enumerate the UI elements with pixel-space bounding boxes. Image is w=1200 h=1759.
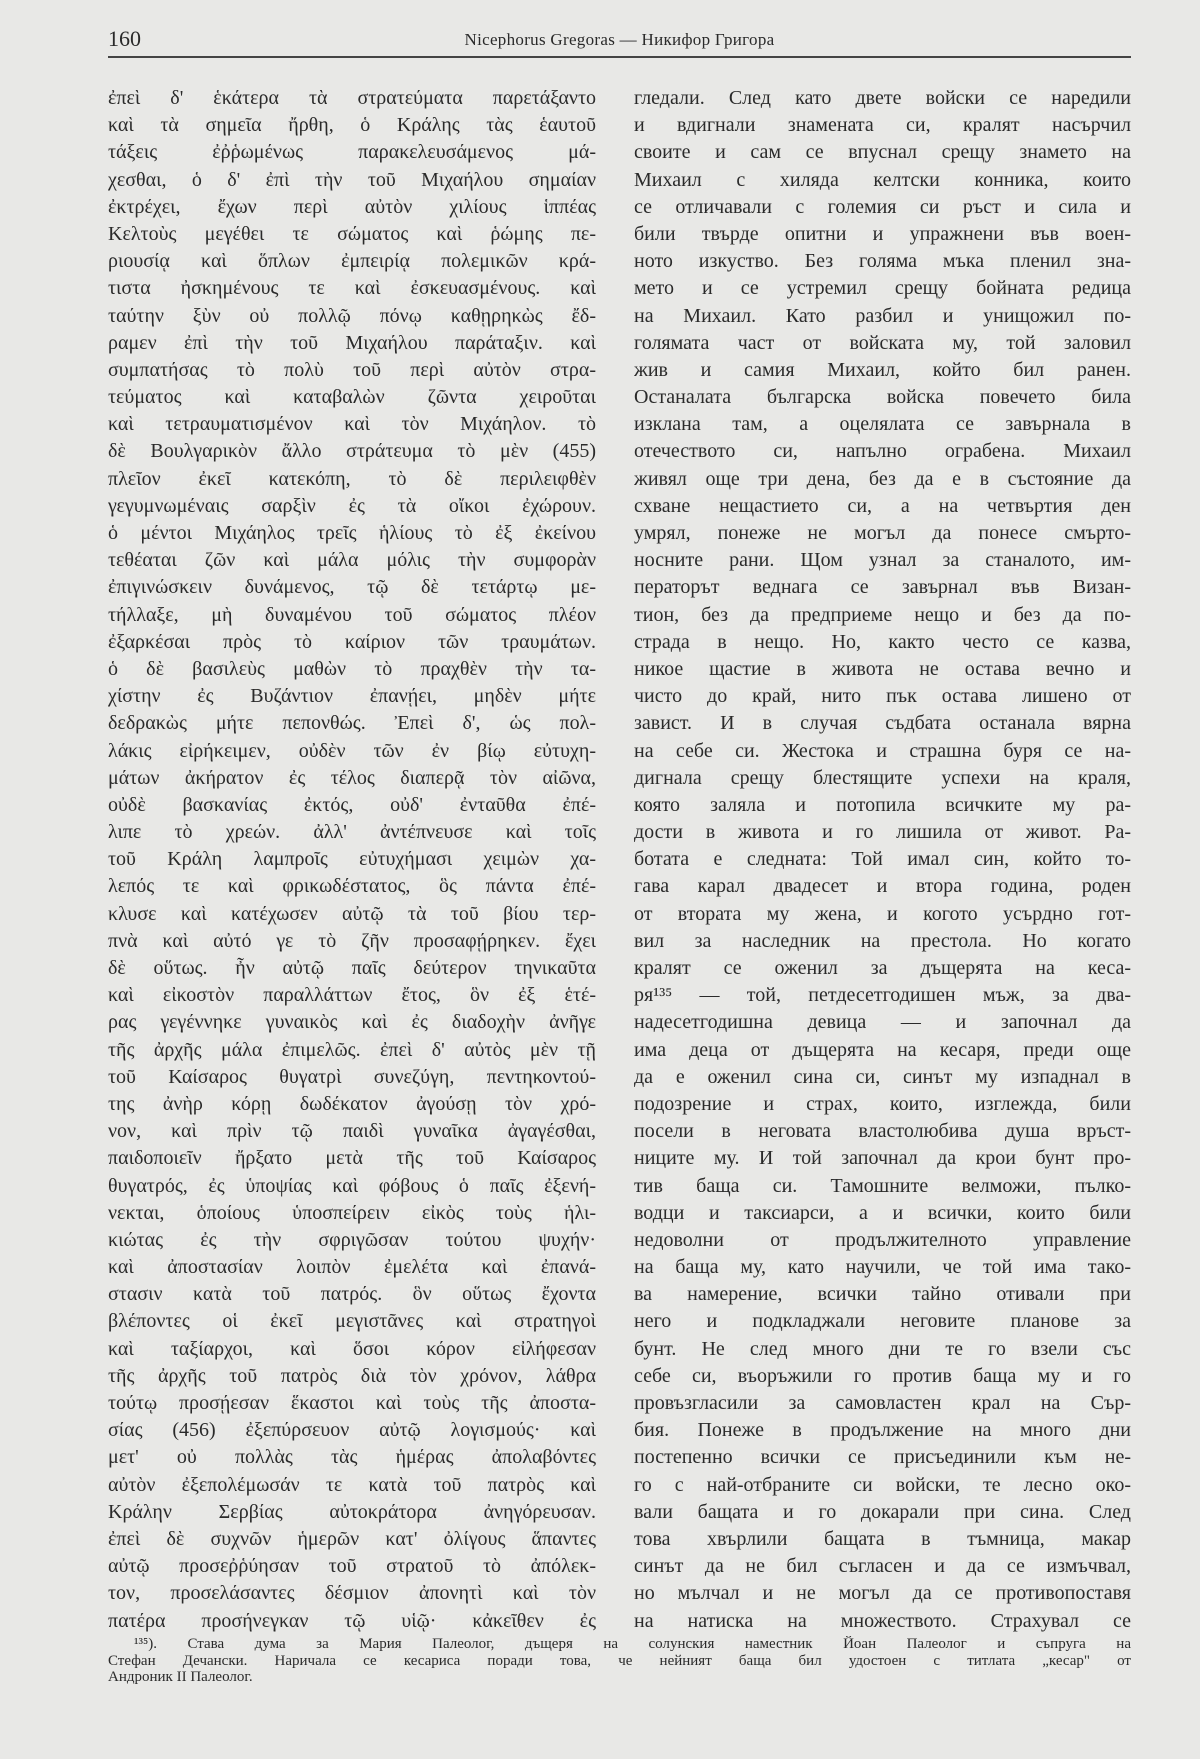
bulgarian-text-line: ва намерение, всички тайно отивали при — [634, 1283, 1131, 1306]
greek-text-line: τῆς ἀρχῆς μάλα ἐπιμελῶς. ἐπεὶ δ' αὐτὸς μὲν τῇ — [108, 1038, 596, 1061]
bulgarian-text-line: чисто до край, нито пък остава лишено от — [634, 685, 1131, 708]
bulgarian-text-line: на Михаил. Като разбил и унищожил по- — [634, 304, 1131, 327]
greek-text-line: ἐπεὶ δ' ἑκάτερα τὰ στρατεύματα παρετάξαντο — [108, 87, 596, 109]
greek-text-line: συμπατήσας τὸ πολὺ τοῦ περὶ αὐτὸν στρα- — [108, 358, 596, 381]
bulgarian-text-line: Михаил с хиляда келтски конника, които — [634, 168, 1131, 191]
bulgarian-text-line: недоволни от продължителното управление — [634, 1228, 1131, 1251]
bulgarian-text-line: го с най-отбраните си войски, те лесно око- — [634, 1473, 1131, 1496]
greek-text-line: καὶ τετραυματισμένον καὶ τὸν Μιχάηλον. τὸ — [108, 413, 596, 436]
greek-text-line: παιδοποιεῖν ἤρξατο μετὰ τῆς τοῦ Καίσαρος — [108, 1147, 596, 1170]
greek-text-line: Κράλην Σερβίας αὐτοκράτορα ἀνηγόρευσαν. — [108, 1500, 596, 1523]
bulgarian-text-line: бия. Понеже в продължение на много дни — [634, 1419, 1131, 1442]
bulgarian-text-line: от втората му жена, и когото усърдно гот- — [634, 902, 1131, 925]
bulgarian-text-line: постепенно всички се присъединили към не- — [634, 1446, 1131, 1469]
greek-text-line: καὶ τὰ σημεῖα ἤρθη, ὁ Κράλης τὰς ἑαυτοῦ — [108, 114, 596, 137]
greek-text-line: ραμεν ἐπὶ τὴν τοῦ Μιχαήλου παράταξιν. καὶ — [108, 331, 596, 354]
bulgarian-text-line: били твърде опитни и упражнени във воен- — [634, 222, 1131, 245]
bulgarian-text-line: ботата е следната: Той имал син, който то- — [634, 848, 1131, 871]
bulgarian-text-line: ря¹³⁵ — той, петдесетгодишен мъж, за два- — [634, 984, 1131, 1007]
greek-text-line: χίστην ἐς Βυζάντιον ἐπανῄει, μηδὲν μήτε — [108, 685, 596, 708]
greek-text-line: πνὰ καὶ αὐτό γε τὸ ζῆν προσαφῄρηκεν. ἔχει — [108, 929, 596, 952]
bulgarian-text-line: умрял, понеже не могъл да понесе смърто- — [634, 522, 1131, 544]
greek-text-line: ἐκτρέχει, ἔχων περὶ αὐτὸν χιλίους ἱππέας — [108, 195, 596, 218]
bulgarian-text-line: себе си, въоръжили го против баща му и го — [634, 1364, 1131, 1387]
footnote — [108, 1636, 1131, 1686]
greek-text-line: καὶ ἀποστασίαν λοιπὸν ἐμελέτα καὶ ἐπανά- — [108, 1256, 596, 1279]
greek-text-line: δὲ Βουλγαρικὸν ἄλλο στράτευμα τὸ μὲν (455) — [108, 440, 596, 463]
bulgarian-text-line: и вдигнали знамената си, кралят насърчил — [634, 114, 1131, 137]
greek-text-line: μετ' οὐ πολλὰς τὰς ἡμέρας ἀπολαβόντες — [108, 1446, 596, 1469]
bulgarian-text-line: но мълчал и не могъл да се противопоставя — [634, 1582, 1131, 1605]
greek-text-line: τεθέαται ζῶν καὶ μάλα μόλις τὴν συμφορὰν — [108, 549, 596, 572]
bulgarian-text-line: надесетгодишна девица — и започнал да — [634, 1011, 1131, 1034]
bulgarian-text-line: голямата част от войската му, той заловил — [634, 331, 1131, 354]
greek-text-line: ἐξαρκέσαι πρὸς τὸ καίριον τῶν τραυμάτων. — [108, 630, 596, 653]
greek-text-line: λιπε τὸ χρεών. ἀλλ' ἀντέπνευσε καὶ τοῖς — [108, 821, 596, 844]
greek-text-column — [108, 85, 596, 1635]
bulgarian-text-line: посели в неговата властолюбива душа връст- — [634, 1120, 1131, 1143]
bulgarian-text-line: дигнала срещу блестящите успехи на краля, — [634, 766, 1131, 789]
bulgarian-text-line: никое щастие в живота не остава вечно и — [634, 657, 1131, 680]
bulgarian-text-line: тион, без да предприеме нещо и без да по- — [634, 603, 1131, 626]
bulgarian-text-line: схване нещастието си, а на четвъртия ден — [634, 494, 1131, 517]
bulgarian-text-line: тив баща си. Тамошните велможи, пълко- — [634, 1174, 1131, 1197]
bulgarian-text-line: това хвърлили бащата в тъмница, макар — [634, 1527, 1131, 1550]
greek-text-line: στασιν κατὰ τοῦ πατρός. ὃν οὕτως ἔχοντα — [108, 1283, 596, 1306]
bulgarian-text-line: дости в живота и го лишила от живот. Ра- — [634, 821, 1131, 844]
greek-text-line: τούτῳ προσῄεσαν ἕκαστοι καὶ τοὺς τῆς ἀποστα- — [108, 1392, 596, 1414]
footnote-line: ¹³⁵). Става дума за Мария Палеолог, дъщеря на солунския наместник Йоан Палеолог и съпруга на — [134, 1636, 1131, 1652]
bulgarian-text-line: на натиска на множеството. Страхувал се — [634, 1609, 1131, 1632]
bulgarian-text-line: ператорът веднага се завърнал във Визан- — [634, 576, 1131, 599]
greek-text-line: σίας (456) ἐξεπύρσευον αὐτῷ λογισμούς· καὶ — [108, 1419, 596, 1442]
greek-text-line: τῆς ἀρχῆς τοῦ πατρὸς διὰ τὸν χρόνον, λάθρα — [108, 1364, 596, 1387]
greek-text-line: ρας γεγέννηκε γυναικὸς καὶ ἐς διαδοχὴν ἀνῆγε — [108, 1011, 596, 1034]
running-header — [108, 22, 1131, 58]
greek-text-line: αὐτὸν ἐξεπολέμωσάν τε κατὰ τοῦ πατρὸς καὶ — [108, 1473, 596, 1496]
greek-text-line: πατέρα προσήνεγκαν τῷ υἱῷ· κἀκεῖθεν ἐς — [108, 1609, 596, 1632]
greek-text-line: βλέποντες οἱ ἐκεῖ μεγιστᾶνες καὶ στρατηγοὶ — [108, 1310, 596, 1333]
bulgarian-text-line: завист. И в случая съдбата останала вярна — [634, 712, 1131, 735]
bulgarian-text-line: отечеството си, напълно ограбена. Михаил — [634, 440, 1131, 463]
bulgarian-text-line: подозрение и страх, които, изглежда, били — [634, 1092, 1131, 1115]
bulgarian-text-line: изклана там, а оцелялата се завърнала в — [634, 413, 1131, 436]
greek-text-line: ριουσίᾳ καὶ ὅπλων ἐμπειρίᾳ πολεμικῶν κρά- — [108, 250, 596, 273]
bulgarian-text-line: страда в нещо. Но, както често се казва, — [634, 630, 1131, 653]
bulgarian-text-line: живял още три дена, без да е в състояние да — [634, 467, 1131, 490]
greek-text-line: δεδρακὼς μήτε πεπονθώς. Ἐπεὶ δ', ὡς πολ- — [108, 712, 596, 735]
bulgarian-translation-column — [634, 85, 1131, 1635]
running-title: Nicephorus Gregoras — Никифор Григора — [464, 30, 775, 49]
bulgarian-text-line: гледали. След като двете войски се наредили — [634, 87, 1131, 109]
bulgarian-text-line: него и подкладжали неговите планове за — [634, 1310, 1131, 1333]
greek-text-line: τοῦ Καίσαρος θυγατρὶ συνεζύγη, πεντηκοντού- — [108, 1065, 596, 1088]
bulgarian-text-line: ниците му. И той започнал да крои бунт про- — [634, 1147, 1131, 1170]
bulgarian-text-line: синът да не бил съгласен и да се измъчвал, — [634, 1555, 1131, 1578]
bulgarian-text-line: своите и сам се впуснал срещу знамето на — [634, 141, 1131, 164]
greek-text-line: ταύτην ξὺν οὐ πολλῷ πόνῳ καθῃρηκὼς ἔδ- — [108, 304, 596, 327]
bulgarian-text-line: бунт. Не след много дни те го взели със — [634, 1337, 1131, 1360]
greek-text-line: τον, προσελάσαντες δέσμιον ἀπονητὶ καὶ τὸν — [108, 1582, 596, 1605]
greek-text-line: καὶ ταξίαρχοι, καὶ ὅσοι κόρον εἰλήφεσαν — [108, 1337, 596, 1360]
footnote-line: Стефан Дечански. Наричала се кесариса поради това, че нейният баща бил удостоен с титлата „кесар" от — [108, 1652, 1131, 1669]
bulgarian-text-line: Останалата българска войска повечето била — [634, 386, 1131, 409]
bulgarian-text-line: да е оженил сина си, синът му изпаднал в — [634, 1065, 1131, 1088]
bulgarian-text-line: се отличавали с големия си ръст и сила и — [634, 195, 1131, 218]
greek-text-line: νον, καὶ πρὶν τῷ παιδὶ γυναῖκα ἀγαγέσθαι, — [108, 1120, 596, 1143]
bulgarian-text-line: мето и се устремил срещу бойната редица — [634, 277, 1131, 300]
bulgarian-text-line: ното изкуство. Без голяма мъка пленил зна- — [634, 250, 1131, 273]
bulgarian-text-line: която заляла и потопила всичките му ра- — [634, 793, 1131, 816]
bulgarian-text-line: вали бащата и го докарали при сина. След — [634, 1500, 1131, 1523]
greek-text-line: οὐδὲ βασκανίας ἐκτός, οὐδ' ἐνταῦθα ἐπέ- — [108, 793, 596, 816]
greek-text-line: τήλλαξε, μὴ δυναμένου τοῦ σώματος πλέον — [108, 603, 596, 626]
greek-text-line: της ἀνὴρ κόρῃ δωδέκατον ἀγούσῃ τὸν χρό- — [108, 1092, 596, 1115]
greek-text-line: ἐπιγινώσκειν δυνάμενος, τῷ δὲ τετάρτῳ με- — [108, 576, 596, 599]
greek-text-line: τοῦ Κράλη λαμπροῖς εὐτυχήμασι χειμὼν χα- — [108, 848, 596, 871]
greek-text-line: λεπός τε καὶ φρικωδέστατος, ὃς πάντα ἐπέ- — [108, 875, 596, 898]
greek-text-line: αὐτῷ προσεῤῥύησαν τοῦ στρατοῦ τὸ ἀπόλεκ- — [108, 1555, 596, 1578]
bulgarian-text-line: провъзгласили за самовластен крал на Сър- — [634, 1392, 1131, 1414]
greek-text-line: καὶ εἰκοστὸν παραλλάττων ἔτος, ὃν ἐξ ἑτέ- — [108, 984, 596, 1007]
bulgarian-text-line: гава карал двадесет и втора година, роден — [634, 875, 1131, 898]
greek-text-line: κλυσε καὶ κατέχωσεν αὐτῷ τὰ τοῦ βίου τερ- — [108, 902, 596, 925]
greek-text-line: χεσθαι, ὁ δ' ἐπὶ τὴν τοῦ Μιχαήλου σημαίαν — [108, 168, 596, 191]
greek-text-line: θυγατρός, ἐς ὑποψίας καὶ φόβους ὁ παῖς ἐξενή- — [108, 1174, 596, 1197]
page-number: 160 — [108, 26, 141, 51]
greek-text-line: τεύματος καὶ καταβαλὼν ζῶντα χειροῦται — [108, 386, 596, 409]
bulgarian-text-line: водци и таксиарси, а и всички, които били — [634, 1201, 1131, 1224]
bulgarian-text-line: вил за наследник на престола. Но когато — [634, 929, 1131, 952]
bulgarian-text-line: жив и самия Михаил, който бил ранен. — [634, 358, 1131, 381]
greek-text-line: δὲ οὕτως. ἦν αὐτῷ παῖς δεύτερον τηνικαῦτα — [108, 957, 596, 979]
bulgarian-text-line: кралят се оженил за дъщерята на кеса- — [634, 957, 1131, 979]
greek-text-line: ὁ δὲ βασιλεὺς μαθὼν τὸ πραχθὲν τὴν τα- — [108, 657, 596, 680]
bulgarian-text-line: на себе си. Жестока и страшна буря се на- — [634, 739, 1131, 762]
greek-text-line: λάκις εἰρήκειμεν, οὐδὲν τῶν ἐν βίῳ εὐτυχη- — [108, 739, 596, 762]
greek-text-line: ὁ μέντοι Μιχάηλος τρεῖς ἡλίους τὸ ἐξ ἐκείνου — [108, 522, 596, 544]
bulgarian-text-line: има деца от дъщерята на кесаря, преди още — [634, 1038, 1131, 1061]
greek-text-line: τάξεις ἐῤῥωμένως παρακελευσάμενος μά- — [108, 141, 596, 164]
bulgarian-text-line: носните рани. Щом узнал за станалото, им- — [634, 549, 1131, 572]
greek-text-line: πλεῖον ἐκεῖ κατεκόπη, τὸ δὲ περιλειφθὲν — [108, 467, 596, 490]
greek-text-line: ἐπεὶ δὲ συχνῶν ἡμερῶν κατ' ὀλίγους ἅπαντες — [108, 1527, 596, 1550]
greek-text-line: μάτων ἀκήρατον ἐς τέλος διαπερᾷ τὸν αἰῶνα, — [108, 766, 596, 789]
greek-text-line: κιώτας ἐς τὴν σφριγῶσαν τούτου ψυχήν· — [108, 1228, 596, 1251]
greek-text-line: γεγυμνωμέναις σαρξὶν ἐς τὰ οἴκοι ἐχώρουν. — [108, 494, 596, 517]
greek-text-line: Κελτοὺς μεγέθει τε σώματος καὶ ῥώμης πε- — [108, 222, 596, 245]
bulgarian-text-line: на баща му, като научили, че той има тако- — [634, 1256, 1131, 1279]
footnote-line: Андроник II Палеолог. — [108, 1669, 253, 1685]
greek-text-line: τιστα ἠσκημένους τε καὶ ἐσκευασμένους. καὶ — [108, 277, 596, 300]
greek-text-line: νεκται, ὁποίους ὑποσπείρειν εἰκὸς τοὺς ἡλι- — [108, 1201, 596, 1224]
